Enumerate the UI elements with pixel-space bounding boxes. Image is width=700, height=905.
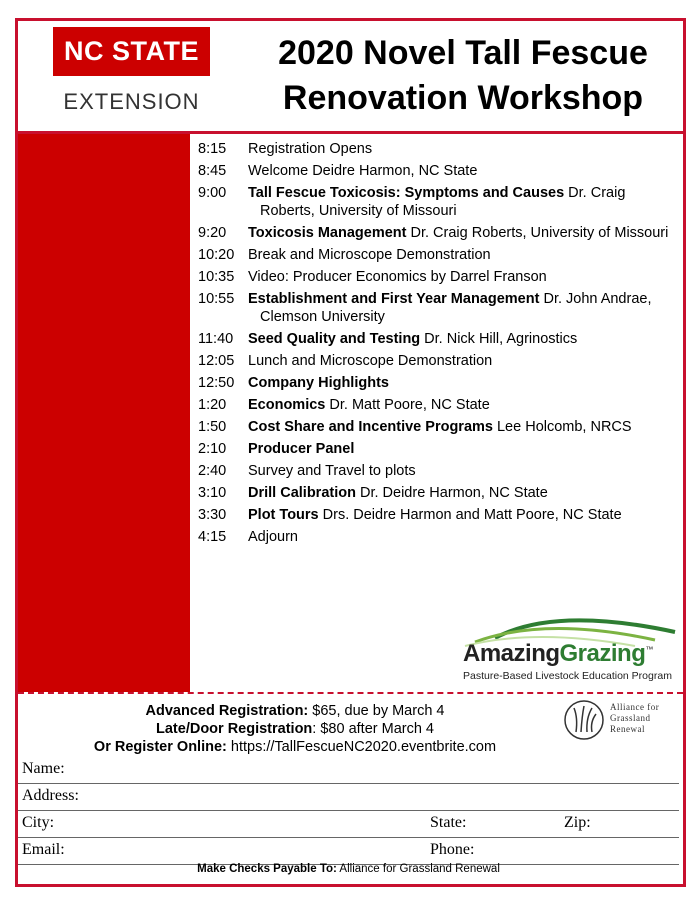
nc-state-logo: NC STATE: [53, 27, 210, 76]
agenda-item: [198, 268, 676, 286]
agenda-time: 10:20: [198, 247, 235, 263]
cut-line: [18, 692, 683, 694]
agenda-time: 3:30: [198, 507, 227, 523]
agenda-time: 4:15: [198, 529, 227, 545]
agenda-time: 9:00: [198, 185, 227, 201]
agenda-description: Registration Opens: [248, 141, 373, 157]
agenda-time: 12:50: [198, 375, 235, 391]
agenda-description: Welcome Deidre Harmon, NC State: [248, 163, 478, 179]
agenda-description: Lunch and Microscope Demonstration: [248, 353, 493, 369]
alliance-logo: Alliance for Grassland Renewal: [562, 698, 682, 743]
agenda-time: 2:40: [198, 463, 227, 479]
zip-field[interactable]: Zip:: [564, 814, 591, 831]
agenda-item: [198, 484, 676, 502]
agenda-list: [198, 140, 676, 550]
payment-note: Make Checks Payable To: Alliance for Grassland Renewal: [197, 863, 500, 875]
agenda-item: [198, 290, 676, 326]
email-field[interactable]: Email:: [22, 841, 65, 858]
agenda-time: 1:20: [198, 397, 227, 413]
agenda-description: Seed Quality and Testing Dr. Nick Hill, Agrinostics: [248, 331, 578, 347]
city-field[interactable]: City:: [22, 814, 55, 831]
amazing-grazing-logo: AmazingGrazing™ Pasture-Based Livestock Education Program: [455, 610, 680, 690]
agenda-description: Adjourn: [248, 529, 298, 545]
header: [18, 21, 683, 131]
agenda-item: [198, 352, 676, 370]
agenda-description: Toxicosis Management Dr. Craig Roberts, University of Missouri: [248, 225, 669, 241]
agenda-time: 9:20: [198, 225, 227, 241]
agenda-description: Economics Dr. Matt Poore, NC State: [248, 397, 490, 413]
agenda-item: [198, 330, 676, 348]
agenda-time: 1:50: [198, 419, 227, 435]
red-sidebar: [18, 134, 190, 692]
agenda-description: Tall Fescue Toxicosis: Symptoms and Causes Dr. Craig Roberts, University of Missouri: [248, 185, 626, 219]
agenda-item: [198, 418, 676, 436]
agenda-item: [198, 506, 676, 524]
agenda-item: [198, 440, 676, 458]
agenda-description: Cost Share and Incentive Programs Lee Holcomb, NRCS: [248, 419, 632, 435]
agenda-time: 12:05: [198, 353, 235, 369]
agenda-description: Drill Calibration Dr. Deidre Harmon, NC State: [248, 485, 548, 501]
agenda-description: Break and Microscope Demonstration: [248, 247, 491, 263]
agenda-description: Survey and Travel to plots: [248, 463, 416, 479]
phone-field[interactable]: Phone:: [430, 841, 475, 858]
name-field[interactable]: Name:: [18, 757, 679, 784]
agenda-item: [198, 224, 676, 242]
agenda-description: Company Highlights: [248, 375, 389, 391]
agenda-item: [198, 184, 676, 220]
agenda-time: 8:45: [198, 163, 227, 179]
grass-circle-icon: [562, 698, 606, 742]
registration-info: Advanced Registration: $65, due by March 4 Late/Door Registration: $80 after March 4 Or Register Online: https://TallFescueNC2020.eventbrite.com: [93, 703, 497, 755]
agenda-item: [198, 246, 676, 264]
page-title: 2020 Novel Tall Fescue Renovation Workshop: [278, 34, 648, 117]
agenda-description: Video: Producer Economics by Darrel Franson: [248, 269, 547, 285]
agenda-description: Plot Tours Drs. Deidre Harmon and Matt Poore, NC State: [248, 507, 622, 523]
agenda-description: Producer Panel: [248, 441, 355, 457]
agenda-time: 11:40: [198, 331, 234, 347]
agenda-item: [198, 462, 676, 480]
agenda-item: [198, 162, 676, 180]
address-field[interactable]: Address:: [18, 784, 679, 811]
agenda-time: 8:15: [198, 141, 227, 157]
agenda-item: [198, 396, 676, 414]
extension-label: EXTENSION: [63, 89, 200, 114]
agenda-item: [198, 140, 676, 158]
agenda-time: 2:10: [198, 441, 227, 457]
agenda-description: Establishment and First Year Management Dr. John Andrae, Clemson University: [248, 291, 652, 325]
registration-form: [18, 757, 679, 865]
agenda-item: [198, 374, 676, 392]
agenda-time: 10:35: [198, 269, 235, 285]
registration-link[interactable]: https://TallFescueNC2020.eventbrite.com: [226, 739, 497, 755]
agenda-time: 3:10: [198, 485, 227, 501]
state-field[interactable]: State:: [430, 814, 467, 831]
agenda-time: 10:55: [198, 291, 235, 307]
agenda-item: [198, 528, 676, 546]
